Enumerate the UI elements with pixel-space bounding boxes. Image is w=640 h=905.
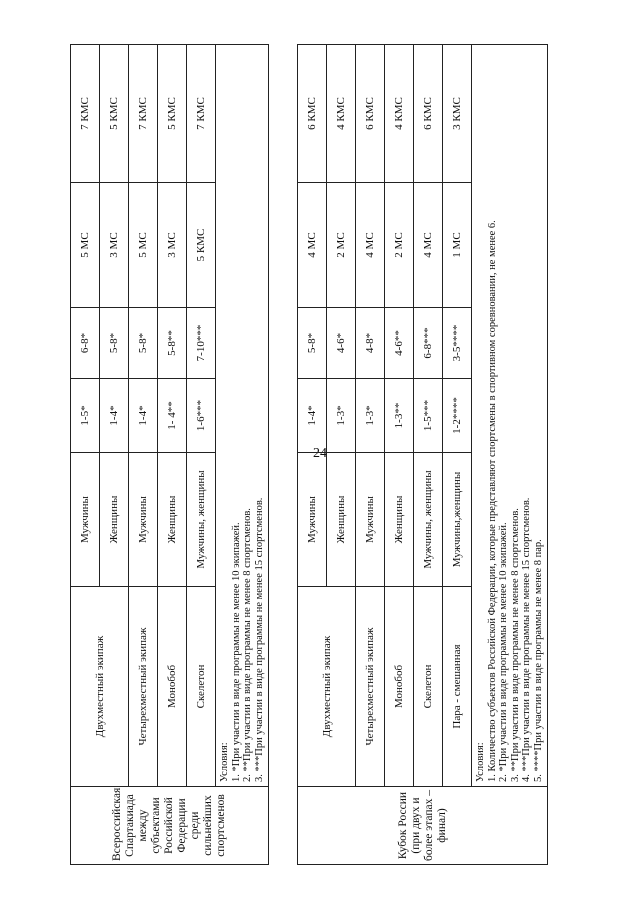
places-cell: 1-3**	[385, 379, 414, 453]
places-cell: 1-4*	[129, 379, 158, 453]
gender-cell: Женщины	[385, 453, 414, 587]
discipline-cell: Двухместный экипаж	[298, 587, 356, 787]
rank-cell: 6 КМС	[298, 45, 327, 183]
places-cell: 6-8***	[414, 308, 443, 379]
places-cell: 1-5***	[414, 379, 443, 453]
condition-item: 3. **При участии в виде программы не менее 8 спортсменов.	[509, 508, 521, 782]
places-cell: 5-8*	[100, 308, 129, 379]
discipline-cell: Монобоб	[158, 587, 187, 787]
rank-cell: 4 МС	[298, 183, 327, 308]
table-row	[71, 45, 100, 865]
ranks-table	[70, 44, 548, 865]
rank-cell: 4 КМС	[327, 45, 356, 183]
places-cell: 5-8**	[158, 308, 187, 379]
condition-item: 2. **При участии в виде программы не менее 8 спортсменов.	[242, 508, 253, 782]
discipline-cell: Монобоб	[385, 587, 414, 787]
gender-cell: Мужчины	[298, 453, 327, 587]
places-cell: 6-8*	[71, 308, 100, 379]
rank-cell: 7 КМС	[71, 45, 100, 183]
gender-cell: Женщины	[327, 453, 356, 587]
rank-cell: 5 КМС	[158, 45, 187, 183]
conditions-title: Условия:	[475, 742, 486, 782]
discipline-cell: Скелетон	[414, 587, 443, 787]
places-cell: 7-10***	[187, 308, 216, 379]
condition-item: 5. ****При участии в виде программы не менее 8 пар.	[532, 539, 544, 782]
rank-cell: 6 КМС	[356, 45, 385, 183]
section-separator	[269, 45, 298, 865]
gender-cell: Мужчины,женщины	[443, 453, 472, 587]
competition-name: Всероссийская Спартакиада между субъектами Российской Федерации среди сильнейших спортсменов	[71, 787, 269, 865]
rank-cell: 4 МС	[414, 183, 443, 308]
rank-cell: 3 МС	[158, 183, 187, 308]
gender-cell: Мужчины, женщины	[187, 453, 216, 587]
table-row	[414, 45, 443, 865]
gender-cell: Мужчины	[356, 453, 385, 587]
places-cell: 1-5*	[71, 379, 100, 453]
conditions-row	[472, 45, 548, 865]
rank-cell: 5 МС	[129, 183, 158, 308]
gender-cell: Мужчины, женщины	[414, 453, 443, 587]
discipline-cell: Четырехместный экипаж	[356, 587, 385, 787]
places-cell: 1-4*	[100, 379, 129, 453]
rank-cell: 4 МС	[356, 183, 385, 308]
discipline-cell: Скелетон	[187, 587, 216, 787]
places-cell: 1- 4**	[158, 379, 187, 453]
places-cell: 4-8*	[356, 308, 385, 379]
table-row	[187, 45, 216, 865]
gender-cell: Женщины	[158, 453, 187, 587]
table-row	[129, 45, 158, 865]
discipline-cell: Пара - смешанная	[443, 587, 472, 787]
condition-item: 3. ***При участии в виде программы не менее 15 спортсменов.	[253, 497, 265, 782]
rank-cell: 3 КМС	[443, 45, 472, 183]
rank-cell: 7 КМС	[129, 45, 158, 183]
condition-item: 2. *При участии в виде программы не менее 10 экипажей.	[498, 522, 509, 782]
table-row	[356, 45, 385, 865]
places-cell: 4-6**	[385, 308, 414, 379]
discipline-cell: Двухместный экипаж	[71, 587, 129, 787]
places-cell: 3-5****	[443, 308, 472, 379]
rank-cell: 1 МС	[443, 183, 472, 308]
places-cell: 4-6*	[327, 308, 356, 379]
rank-cell: 2 МС	[327, 183, 356, 308]
places-cell: 1-2****	[443, 379, 472, 453]
conditions-block	[216, 45, 269, 787]
rank-cell: 6 КМС	[414, 45, 443, 183]
condition-item: 1. *При участии в виде программы не менее 10 экипажей.	[230, 522, 242, 782]
conditions-block	[472, 45, 548, 787]
page-number: 24	[313, 446, 327, 461]
rank-cell: 2 МС	[385, 183, 414, 308]
places-cell: 1-6***	[187, 379, 216, 453]
places-cell: 5-8*	[129, 308, 158, 379]
rank-cell: 5 МС	[71, 183, 100, 308]
places-cell: 1-3*	[327, 379, 356, 453]
conditions-row	[216, 45, 269, 865]
table-row	[158, 45, 187, 865]
table-row	[298, 45, 327, 865]
condition-item: 4. ***При участии в виде программы не менее 15 спортсменов.	[521, 497, 532, 782]
places-cell: 1-3*	[356, 379, 385, 453]
places-cell: 5-8*	[298, 308, 327, 379]
rank-cell: 5 КМС	[187, 183, 216, 308]
section-cup	[298, 45, 548, 865]
rank-cell: 7 КМС	[187, 45, 216, 183]
discipline-cell: Четырехместный экипаж	[129, 587, 158, 787]
rank-cell: 5 КМС	[100, 45, 129, 183]
rank-cell: 3 МС	[100, 183, 129, 308]
rotated-table-container	[70, 45, 600, 865]
competition-name: Кубок России (при двух и более этапах – финал)	[298, 787, 548, 865]
section-gap	[269, 45, 298, 865]
gender-cell: Мужчины	[71, 453, 100, 587]
gender-cell: Женщины	[100, 453, 129, 587]
places-cell: 1-4*	[298, 379, 327, 453]
condition-item: 1. Количество субъектов Российской Федерации, которые представляют спортсмены в спортивном соревновании, не менее 6.	[486, 220, 498, 782]
section-spartakiad	[71, 45, 269, 865]
conditions-title: Условия:	[219, 742, 230, 782]
table-row	[443, 45, 472, 865]
table-row	[385, 45, 414, 865]
gender-cell: Мужчины	[129, 453, 158, 587]
rank-cell: 4 КМС	[385, 45, 414, 183]
